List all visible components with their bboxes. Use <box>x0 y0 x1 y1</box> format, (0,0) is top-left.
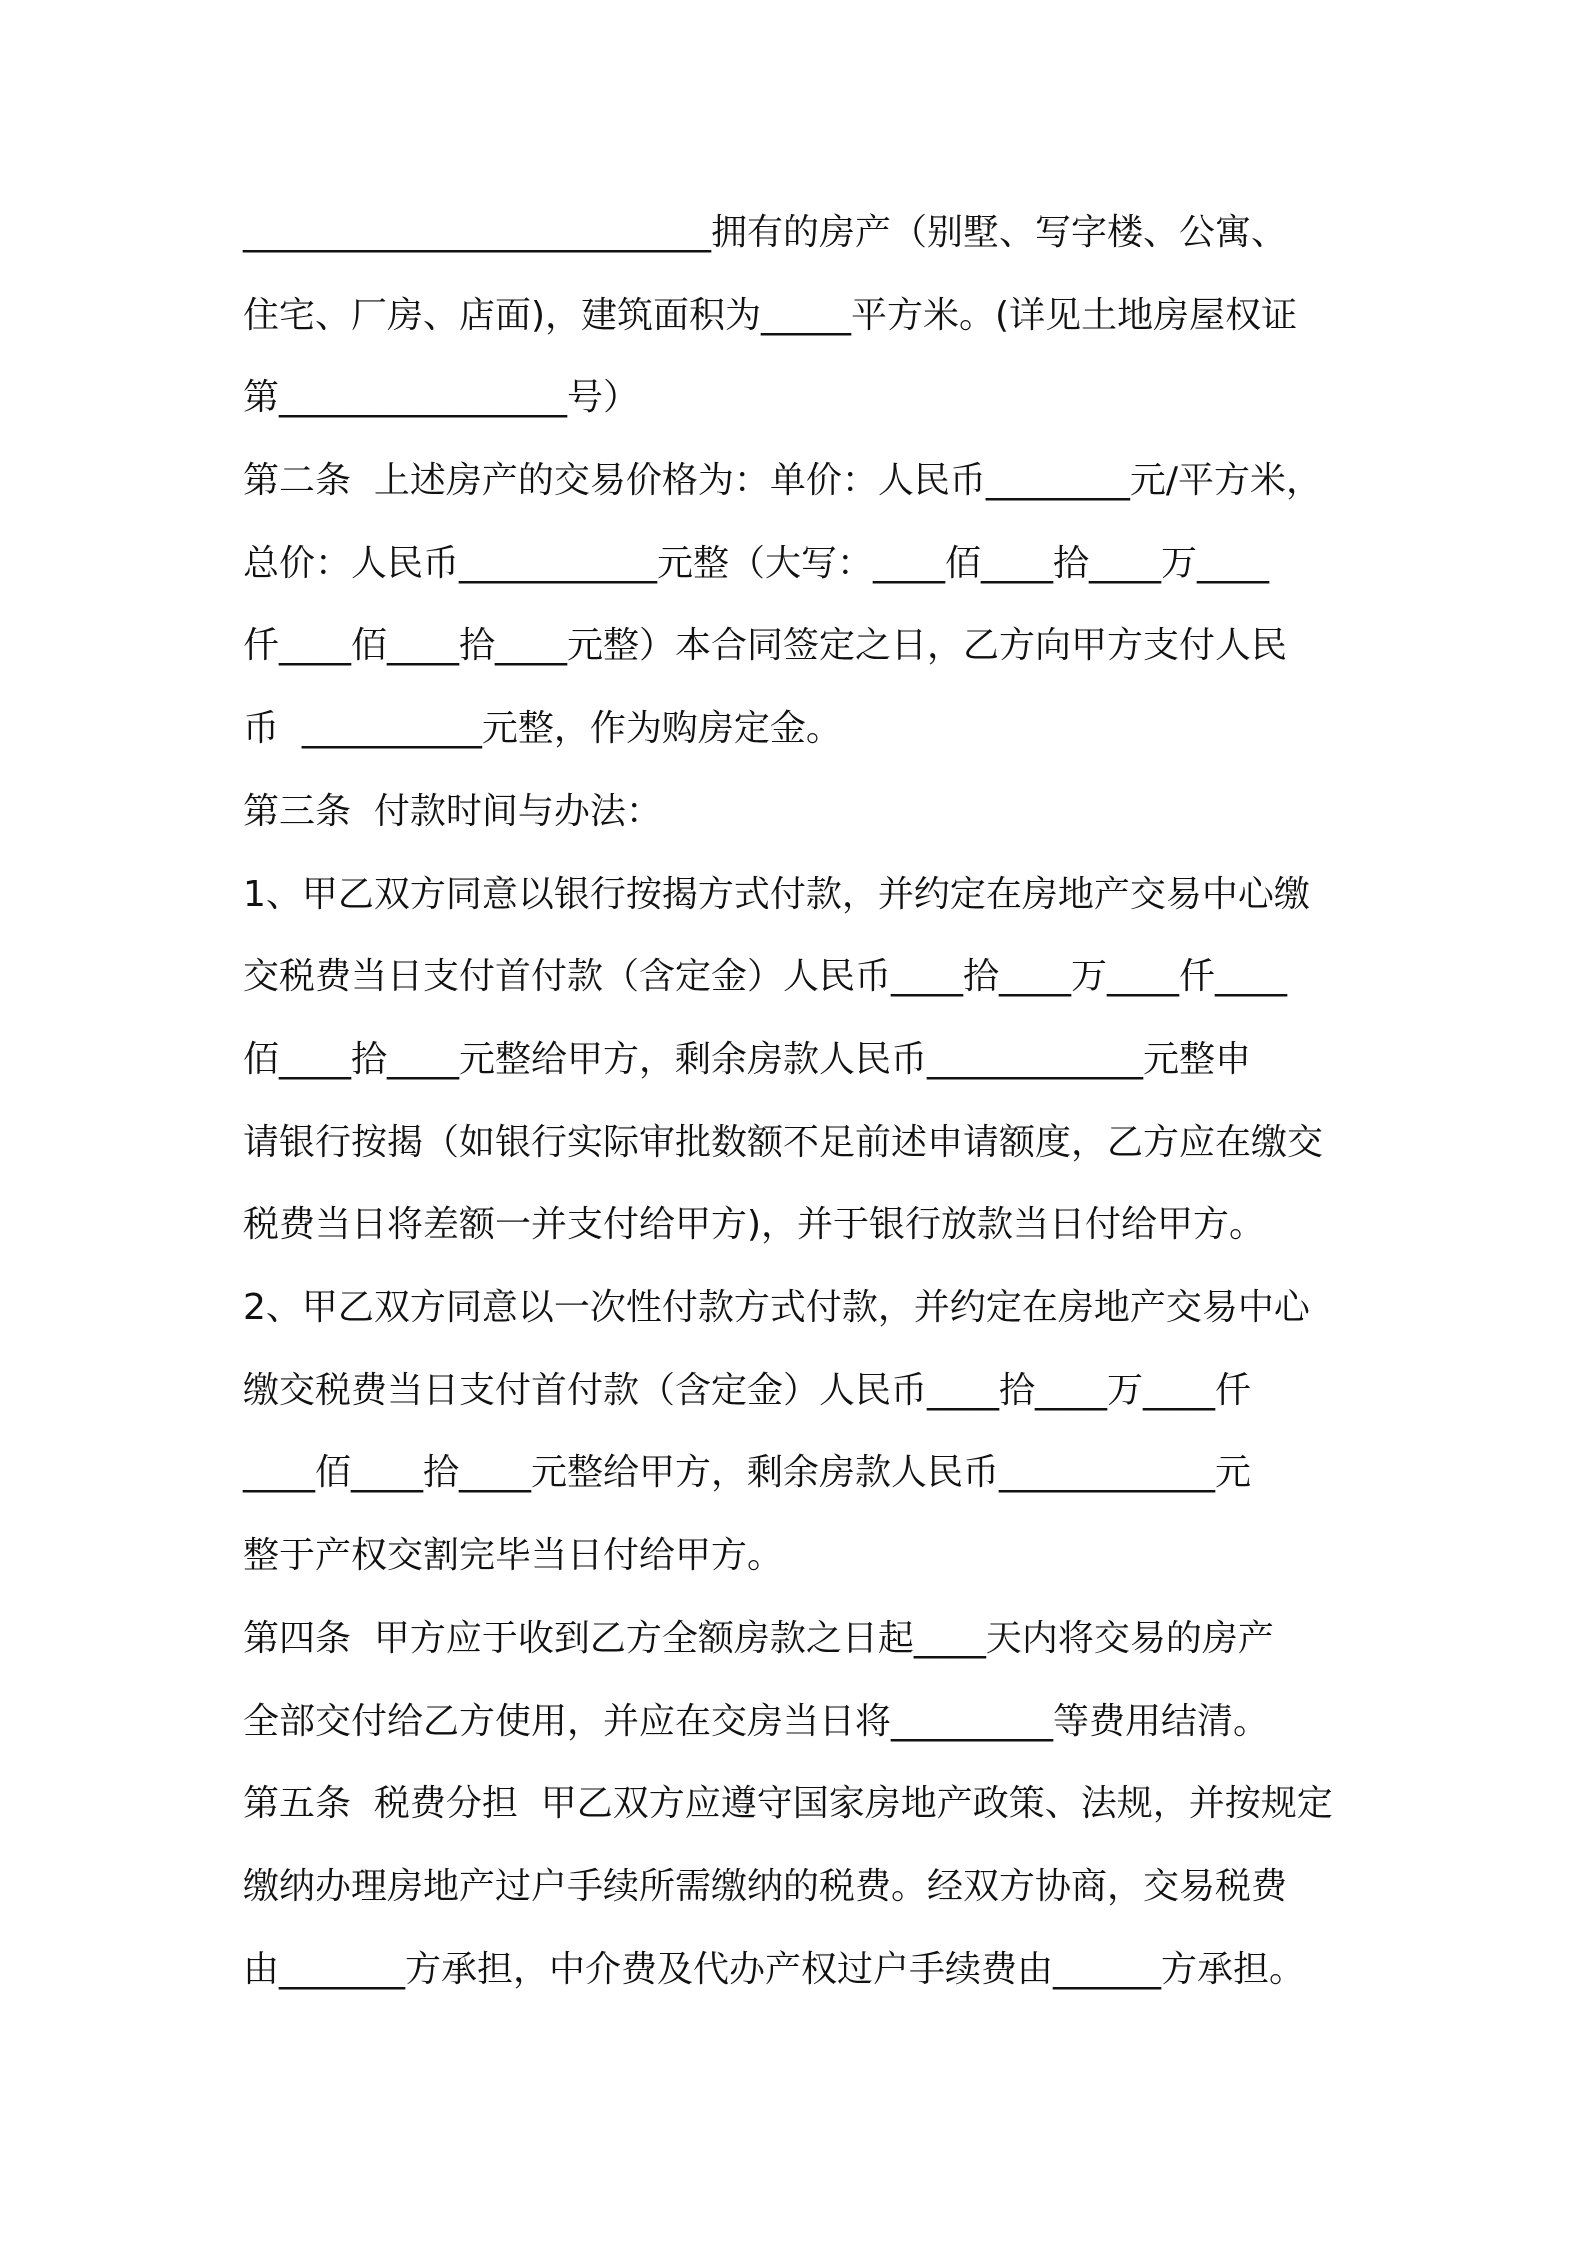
text-line: 住宅、厂房、店面)，建筑面积为_____平方米。(详见土地房屋权证 <box>243 295 1298 336</box>
text-line: 缴交税费当日支付首付款（含定金）人民币____拾____万____仟 <box>243 1370 1252 1411</box>
text-line: 佰____拾____元整给甲方，剩余房款人民币____________元整申 <box>243 1039 1252 1080</box>
text-line: __________________________拥有的房产（别墅、写字楼、公寓、 <box>243 212 1288 253</box>
text-line: 交税费当日支付首付款（含定金）人民币____拾____万____仟____ <box>243 956 1288 997</box>
text-line: 由_______方承担，中介费及代办产权过户手续费由______方承担。 <box>243 1949 1306 1990</box>
article-4-heading-line: 第四条 甲方应于收到乙方全额房款之日起____天内将交易的房产 <box>243 1618 1274 1659</box>
text-line: 整于产权交割完毕当日付给甲方。 <box>243 1535 784 1576</box>
text-line: 全部交付给乙方使用，并应在交房当日将_________等费用结清。 <box>243 1701 1270 1742</box>
text-line: ____佰____拾____元整给甲方，剩余房款人民币____________元 <box>243 1452 1252 1493</box>
text-line: 缴纳办理房地产过户手续所需缴纳的税费。经双方协商，交易税费 <box>243 1866 1288 1907</box>
text-line: 税费当日将差额一并支付给甲方)，并于银行放款当日付给甲方。 <box>243 1204 1266 1245</box>
text-line: 仟____佰____拾____元整）本合同签定之日，乙方向甲方支付人民 <box>243 625 1288 666</box>
article-5-heading-line: 第五条 税费分担 甲乙双方应遵守国家房地产政策、法规，并按规定 <box>243 1783 1333 1824</box>
clause-1-line: 1、甲乙双方同意以银行按揭方式付款，并约定在房地产交易中心缴 <box>243 874 1310 915</box>
text-line: 币 __________元整，作为购房定金。 <box>243 708 842 749</box>
text-line: 请银行按揭（如银行实际审批数额不足前述申请额度，乙方应在缴交 <box>243 1122 1324 1163</box>
article-2-heading-line: 第二条 上述房产的交易价格为：单价：人民币________元/平方米， <box>243 460 1323 501</box>
text-line: 总价：人民币___________元整（大写：____佰____拾____万____ <box>243 543 1270 584</box>
article-3-heading-line: 第三条 付款时间与办法： <box>243 791 662 832</box>
clause-2-line: 2、甲乙双方同意以一次性付款方式付款，并约定在房地产交易中心 <box>243 1287 1310 1328</box>
text-line: 第________________号） <box>243 377 640 418</box>
